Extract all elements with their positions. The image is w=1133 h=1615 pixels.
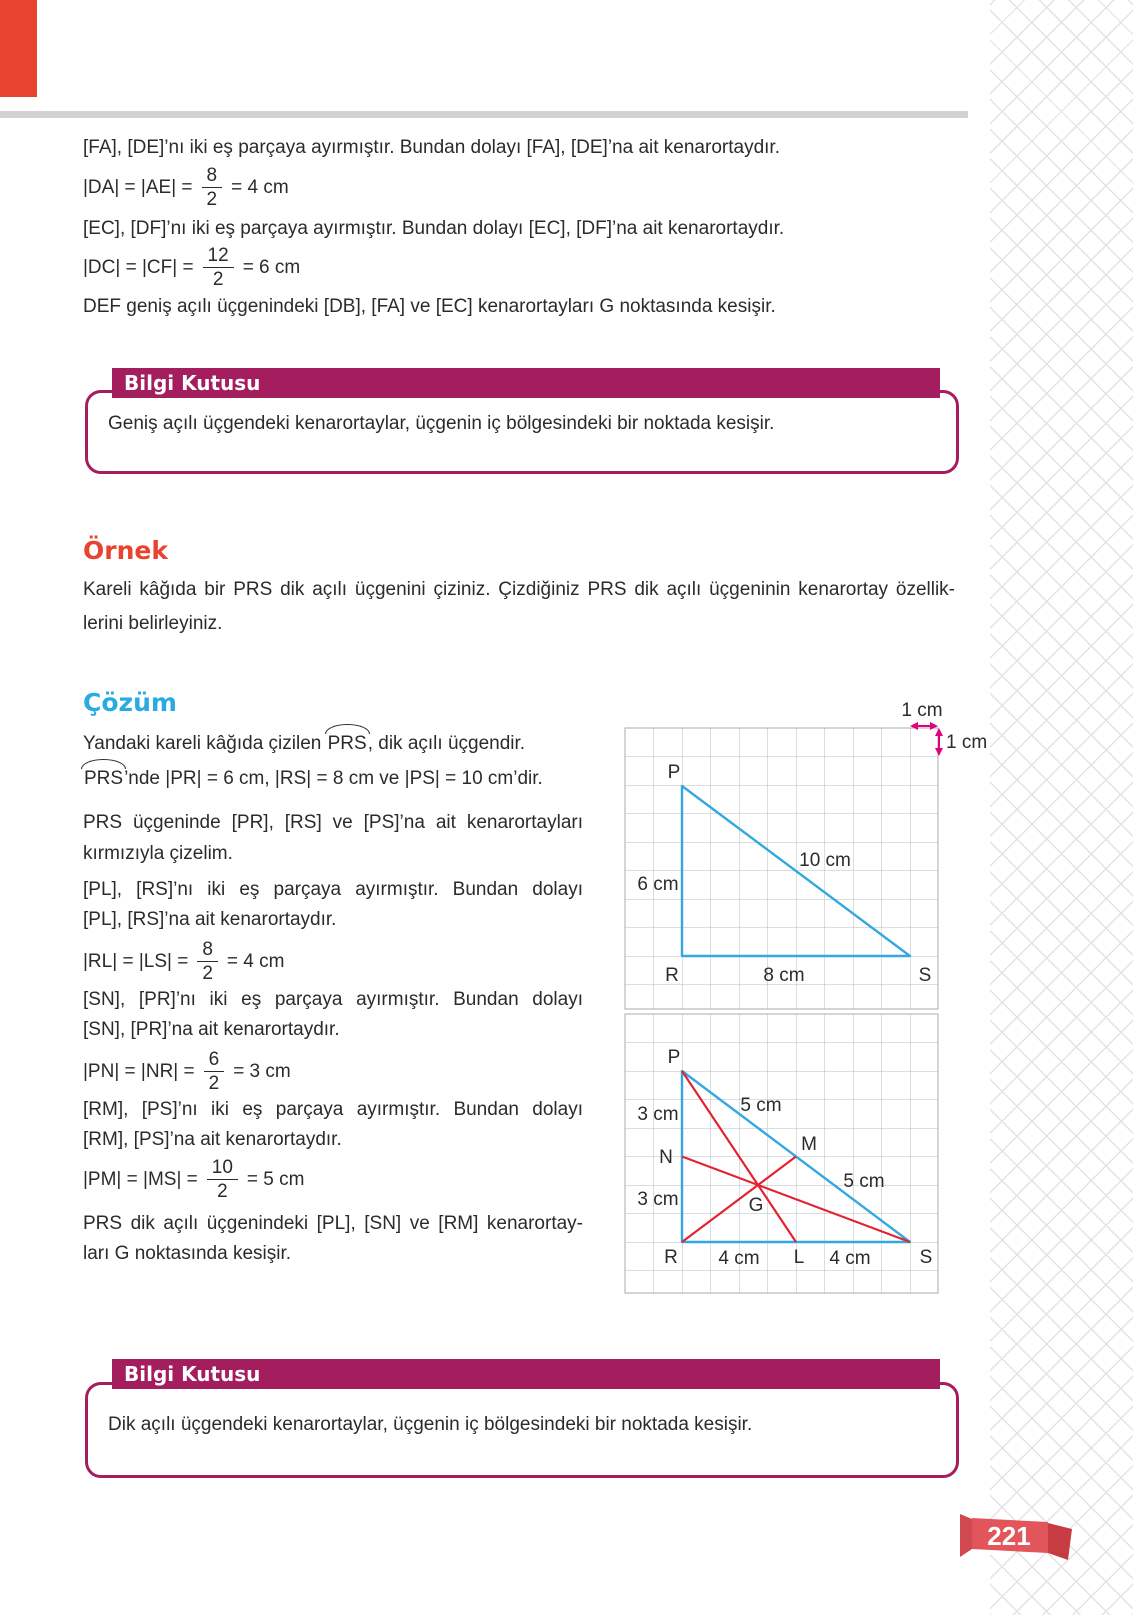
fraction-numerator: 12 bbox=[207, 245, 229, 266]
top-divider-bar bbox=[0, 111, 968, 118]
example-line-2: lerini belirleyiniz. bbox=[83, 613, 223, 634]
fraction bbox=[204, 1050, 225, 1093]
fraction bbox=[202, 166, 223, 209]
side-label-pr: 6 cm bbox=[637, 874, 679, 895]
math-lhs: |DC| = |CF| = bbox=[83, 256, 194, 278]
fraction-denominator: 2 bbox=[202, 187, 223, 209]
fraction-denominator: 2 bbox=[207, 1179, 238, 1201]
figure-right-triangle-grid bbox=[608, 680, 993, 1015]
vertex-label-p: P bbox=[667, 762, 681, 783]
fraction-numerator: 8 bbox=[206, 165, 218, 186]
page-number-ribbon bbox=[950, 1510, 1090, 1568]
math-lhs: |PN| = |NR| = bbox=[83, 1060, 195, 1082]
solution-line-7: [SN], [PR]’nı iki eş parçaya ayırmıştır. Bundan dolayı bbox=[83, 989, 583, 1010]
centroid-label-g: G bbox=[748, 1195, 764, 1216]
fraction bbox=[197, 940, 218, 983]
math-lhs: |DA| = |AE| = bbox=[83, 176, 193, 198]
fraction-numerator: 10 bbox=[211, 1157, 233, 1178]
segment-label-nr: 3 cm bbox=[637, 1189, 679, 1210]
fraction-denominator: 2 bbox=[197, 961, 218, 983]
info-box-title: Bilgi Kutusu bbox=[112, 1359, 940, 1389]
fraction bbox=[203, 246, 234, 289]
solution-line-8: [SN], [PR]’na ait kenarortaydır. bbox=[83, 1019, 340, 1040]
example-heading: Örnek bbox=[83, 536, 168, 565]
math-lhs: |PM| = |MS| = bbox=[83, 1168, 198, 1190]
math-rhs: = 4 cm bbox=[231, 176, 289, 198]
fraction-numerator: 6 bbox=[208, 1049, 220, 1070]
figure-triangle-medians-grid bbox=[608, 1008, 993, 1300]
intro-math-da bbox=[83, 166, 289, 209]
intro-line-2: [EC], [DF]’nı iki eş parçaya ayırmıştır. Bundan dolayı [EC], [DF]’na ait kenarortaydır. bbox=[83, 218, 785, 239]
solution-line-5: [PL], [RS]’nı iki eş parçaya ayırmıştır. Bundan dolayı bbox=[83, 879, 583, 900]
solution-heading: Çözüm bbox=[83, 688, 177, 717]
solution-line-4: kırmızıyla çizelim. bbox=[83, 843, 233, 864]
fraction-numerator: 8 bbox=[202, 939, 213, 960]
midpoint-label-m: M bbox=[801, 1134, 817, 1155]
side-label-rs: 8 cm bbox=[763, 965, 805, 986]
solution-math-pn bbox=[83, 1050, 291, 1093]
fraction bbox=[207, 1158, 238, 1201]
solution-math-pm bbox=[83, 1158, 304, 1201]
midpoint-label-n: N bbox=[659, 1147, 673, 1168]
solution-line-10: [RM], [PS]’na ait kenarortaydır. bbox=[83, 1129, 342, 1150]
math-rhs: = 5 cm bbox=[246, 1168, 305, 1190]
fraction-denominator: 2 bbox=[203, 267, 234, 289]
example-line-1: Kareli kâğıda bir PRS dik açılı üçgenini çiziniz. Çizdiğiniz PRS dik açılı üçgeninin kenarortay özellik- bbox=[83, 579, 955, 600]
ribbon-left-fold bbox=[960, 1514, 972, 1557]
midpoint-label-l: L bbox=[793, 1247, 805, 1268]
segment-label-ls: 4 cm bbox=[829, 1248, 871, 1269]
info-box-title: Bilgi Kutusu bbox=[112, 368, 940, 398]
fraction-denominator: 2 bbox=[204, 1071, 225, 1093]
page-edge-red-tab bbox=[0, 0, 37, 97]
vertex-label-s: S bbox=[918, 965, 932, 986]
math-rhs: = 4 cm bbox=[226, 950, 285, 972]
text-segment: Yandaki kareli kâğıda çizilen bbox=[83, 733, 327, 754]
solution-line-6: [PL], [RS]’na ait kenarortaydır. bbox=[83, 909, 337, 930]
solution-math-rl bbox=[83, 940, 284, 983]
right-margin-crosshatch-pattern bbox=[990, 0, 1133, 1615]
vertex-label-p: P bbox=[667, 1047, 681, 1068]
unit-label-horizontal: 1 cm bbox=[901, 700, 943, 721]
intro-line-3: DEF geniş açılı üçgenindeki [DB], [FA] ve [EC] kenarortayları G noktasında kesişir. bbox=[83, 296, 776, 317]
ribbon-right-fold bbox=[1048, 1523, 1072, 1560]
math-lhs: |RL| = |LS| = bbox=[83, 950, 189, 972]
prs-arc-notation: PRS bbox=[83, 766, 124, 792]
info-box-body: Dik açılı üçgendeki kenarortaylar, üçgenin iç bölgesindeki bir noktada kesişir. bbox=[108, 1414, 753, 1435]
math-rhs: = 6 cm bbox=[242, 256, 301, 278]
prs-arc-notation: PRS bbox=[327, 731, 368, 757]
vertex-label-r: R bbox=[664, 1247, 678, 1268]
unit-label-vertical: 1 cm bbox=[946, 732, 988, 753]
vertex-label-s: S bbox=[919, 1247, 933, 1268]
segment-label-pm: 5 cm bbox=[740, 1095, 782, 1116]
intro-math-dc bbox=[83, 246, 300, 289]
text-segment: ’nde |PR| = 6 cm, |RS| = 8 cm ve |PS| = 10 cm’dir. bbox=[124, 768, 543, 789]
solution-line-3: PRS üçgeninde [PR], [RS] ve [PS]’na ait kenarortayları bbox=[83, 812, 583, 833]
solution-line-9: [RM], [PS]’nı iki eş parçaya ayırmıştır. Bundan dolayı bbox=[83, 1099, 583, 1120]
page-number: 221 bbox=[987, 1521, 1031, 1551]
vertex-label-r: R bbox=[665, 965, 679, 986]
solution-line-2 bbox=[83, 766, 583, 792]
side-label-ps: 10 cm bbox=[799, 850, 851, 871]
intro-line-1: [FA], [DE]’nı iki eş parçaya ayırmıştır. Bundan dolayı [FA], [DE]’na ait kenarortaydır. bbox=[83, 137, 780, 158]
solution-line-11: PRS dik açılı üçgenindeki [PL], [SN] ve [RM] kenarortay- bbox=[83, 1213, 583, 1234]
segment-label-pn: 3 cm bbox=[637, 1104, 679, 1125]
solution-line-12: ları G noktasında kesişir. bbox=[83, 1243, 292, 1264]
math-rhs: = 3 cm bbox=[233, 1060, 291, 1082]
solution-line-1 bbox=[83, 731, 583, 757]
text-segment: , dik açılı üçgendir. bbox=[367, 733, 526, 754]
segment-label-rl: 4 cm bbox=[718, 1248, 760, 1269]
segment-label-ms: 5 cm bbox=[843, 1171, 885, 1192]
info-box-body: Geniş açılı üçgendeki kenarortaylar, üçgenin iç bölgesindeki bir noktada kesişir. bbox=[108, 413, 775, 434]
